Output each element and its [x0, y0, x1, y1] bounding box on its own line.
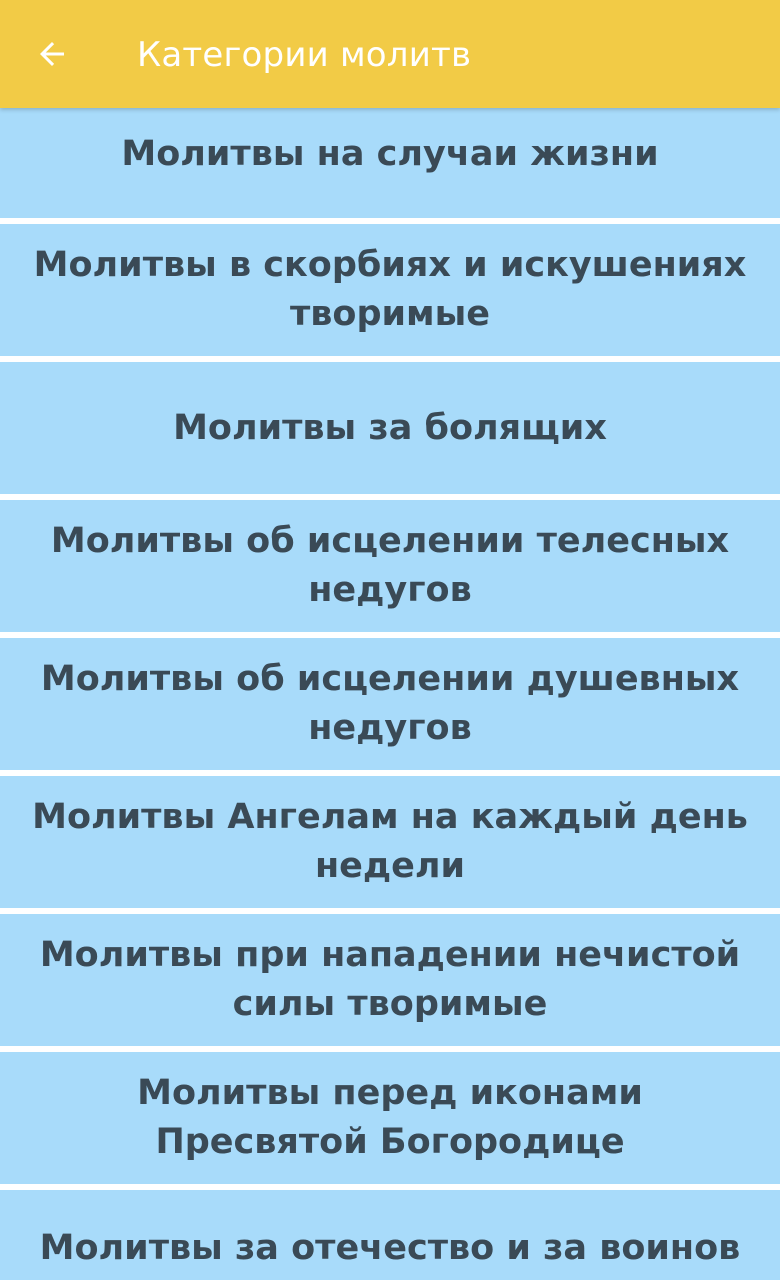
list-item-label: Молитвы в скорбиях и искушениях творимые [33, 245, 747, 334]
app-toolbar [0, 0, 780, 108]
list-item-label: Молитвы на случаи жизни [121, 134, 659, 174]
category-list [0, 108, 780, 1280]
list-item-label: Молитвы Ангелам на каждый день недели [32, 797, 748, 886]
list-item-fatherland-warriors[interactable] [0, 1190, 780, 1280]
list-item-label: Молитвы за болящих [173, 407, 607, 448]
list-item-life-situations[interactable] [0, 108, 780, 218]
list-item-label: Молитвы перед иконами Пресвятой Богородице [137, 1073, 643, 1162]
list-item-label: Молитвы при нападении нечистой силы творимые [39, 935, 741, 1024]
list-item-theotokos-icons[interactable] [0, 1052, 780, 1184]
list-item-angels-weekdays[interactable] [0, 776, 780, 908]
list-item-evil-forces[interactable] [0, 914, 780, 1046]
list-item-sorrows-temptations[interactable] [0, 224, 780, 356]
list-item-label: Молитвы об исцелении душевных недугов [40, 659, 740, 748]
arrow-left-icon [34, 36, 70, 72]
list-item-bodily-healing[interactable] [0, 500, 780, 632]
list-item-sick[interactable] [0, 362, 780, 494]
back-button[interactable] [20, 22, 84, 86]
list-item-mental-healing[interactable] [0, 638, 780, 770]
list-item-label: Молитвы об исцелении телесных недугов [50, 521, 730, 610]
list-item-label: Молитвы за отечество и за воинов [39, 1228, 741, 1268]
page-title: Категории молитв [137, 35, 472, 75]
